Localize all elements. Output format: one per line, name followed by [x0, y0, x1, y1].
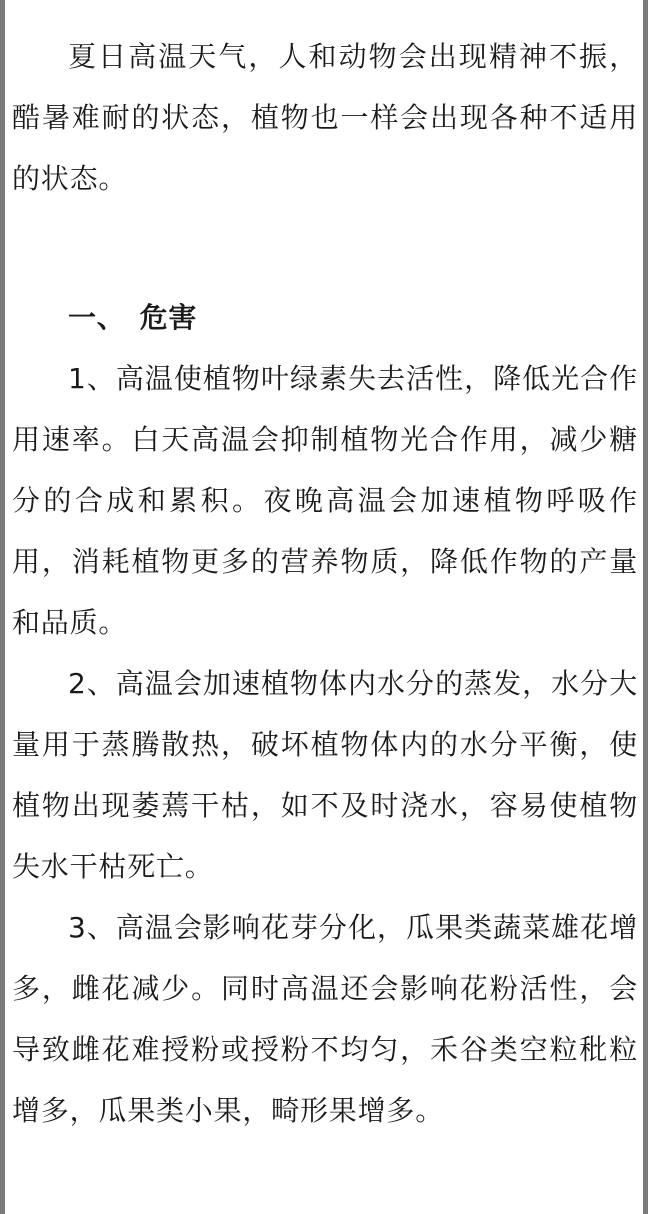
right-border [643, 0, 648, 1214]
article-body [12, 0, 638, 1141]
section-title: 危害 [139, 301, 198, 334]
point-paragraph-1: 1、高温使植物叶绿素失去活性，降低光合作用速率。白天高温会抑制植物光合作用，减少糖分的合成和累积。夜晚高温会加速植物呼吸作用，消耗植物更多的营养物质，降低作物的产量和品质。 [12, 362, 638, 639]
intro-paragraph: 夏日高温天气，人和动物会出现精神不振，酷暑难耐的状态，植物也一样会出现各种不适用的状态。 [12, 40, 638, 195]
point-paragraph-3: 3、高温会影响花芽分化，瓜果类蔬菜雄花增多，雌花减少。同时高温还会影响花粉活性，会导致雌花难授粉或授粉不均匀，禾谷类空粒秕粒增多，瓜果类小果，畸形果增多。 [12, 911, 638, 1127]
section-heading [12, 287, 638, 348]
left-border [0, 0, 5, 1214]
point-paragraph-2: 2、高温会加速植物体内水分的蒸发，水分大量用于蒸腾散热，破坏植物体内的水分平衡，使植物出现萎蔫干枯，如不及时浇水，容易使植物失水干枯死亡。 [12, 667, 638, 883]
section-number: 一、 [68, 301, 126, 334]
